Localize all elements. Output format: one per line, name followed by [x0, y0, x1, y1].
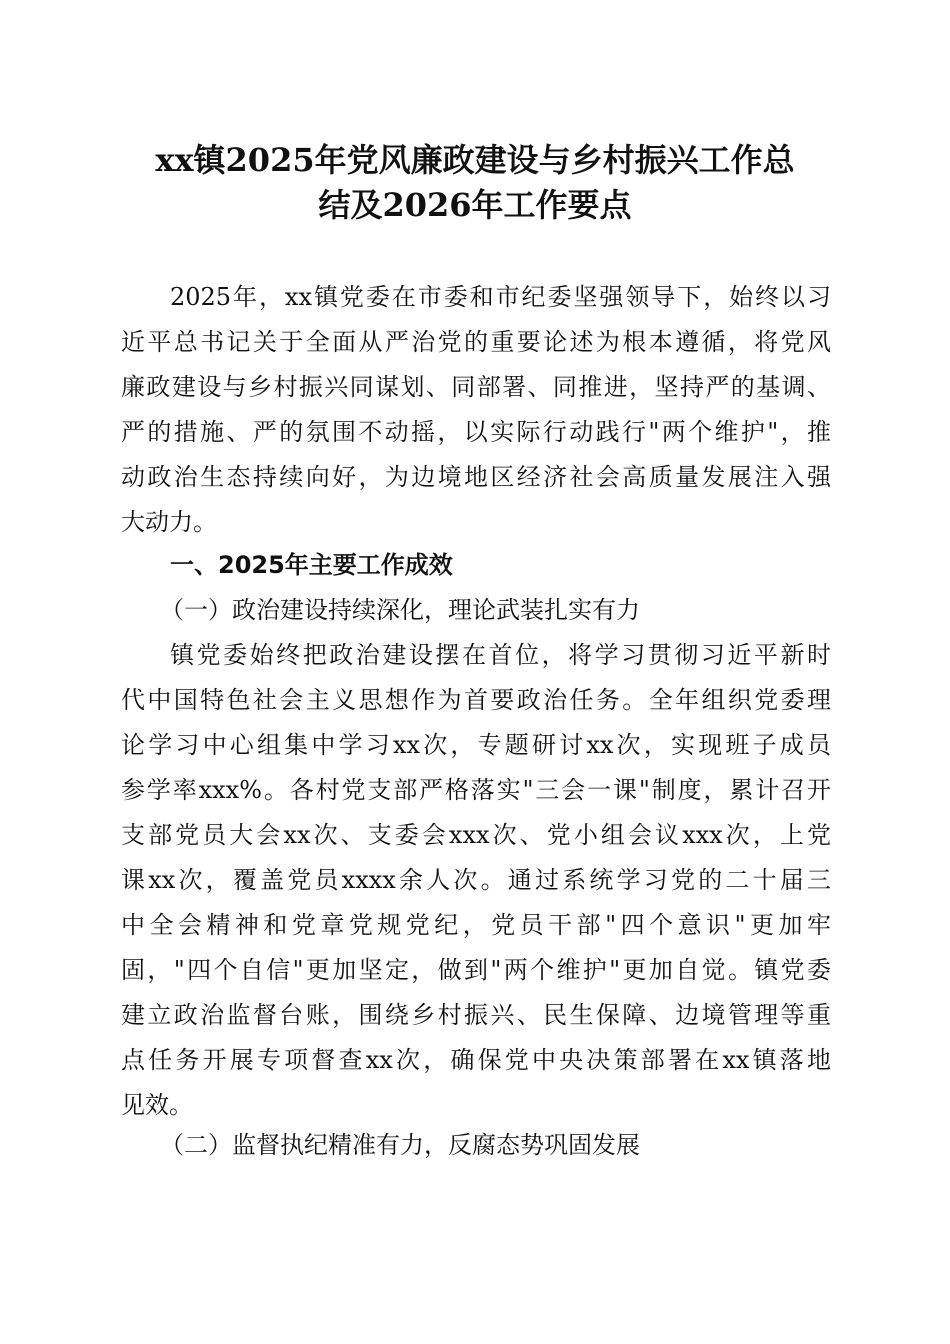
section-heading-1: 一、2025年主要工作成效 [170, 551, 453, 579]
document-title-line-2: 结及2026年工作要点 [318, 186, 632, 224]
paragraph-line: 建立政治监督台账，围绕乡村振兴、民生保障、边境管理等重 [121, 1001, 831, 1029]
subsection-heading-1: （一）政治建设持续深化，理论武装扎实有力 [160, 596, 640, 624]
paragraph-line: 论学习中心组集中学习xx次，专题研讨xx次，实现班子成员 [121, 731, 831, 759]
political-building-paragraph [121, 633, 831, 1128]
paragraph-line: 镇党委始终把政治建设摆在首位，将学习贯彻习近平新时 [170, 641, 831, 669]
paragraph-line: 代中国特色社会主义思想作为首要政治任务。全年组织党委理 [121, 686, 831, 714]
paragraph-line: 参学率xxx%。各村党支部严格落实"三会一课"制度，累计召开 [121, 776, 831, 804]
paragraph-line: 中全会精神和党章党规党纪，党员干部"四个意识"更加牢 [121, 911, 831, 939]
paragraph-line: 大动力。 [121, 508, 217, 536]
intro-paragraph [121, 275, 831, 545]
paragraph-line: 廉政建设与乡村振兴同谋划、同部署、同推进，坚持严的基调、 [121, 373, 831, 401]
paragraph-line: 近平总书记关于全面从严治党的重要论述为根本遵循，将党风 [121, 328, 831, 356]
paragraph-line: 2025年，xx镇党委在市委和市纪委坚强领导下，始终以习 [170, 283, 831, 311]
paragraph-line: 动政治生态持续向好，为边境地区经济社会高质量发展注入强 [121, 463, 831, 491]
paragraph-line: 固，"四个自信"更加坚定，做到"两个维护"更加自觉。镇党委 [121, 956, 831, 984]
paragraph-line: 支部党员大会xx次、支委会xxx次、党小组会议xxx次，上党 [121, 821, 831, 849]
paragraph-line: 见效。 [121, 1091, 193, 1119]
paragraph-line: 点任务开展专项督查xx次，确保党中央决策部署在xx镇落地 [121, 1046, 831, 1074]
paragraph-line: 严的措施、严的氛围不动摇，以实际行动践行"两个维护"，推 [121, 418, 831, 446]
paragraph-line: 课xx次，覆盖党员xxxx余人次。通过系统学习党的二十届三 [121, 866, 831, 894]
document-title-line-1: xx镇2025年党风廉政建设与乡村振兴工作总 [155, 141, 795, 179]
subsection-heading-2: （二）监督执纪精准有力，反腐态势巩固发展 [160, 1131, 640, 1159]
